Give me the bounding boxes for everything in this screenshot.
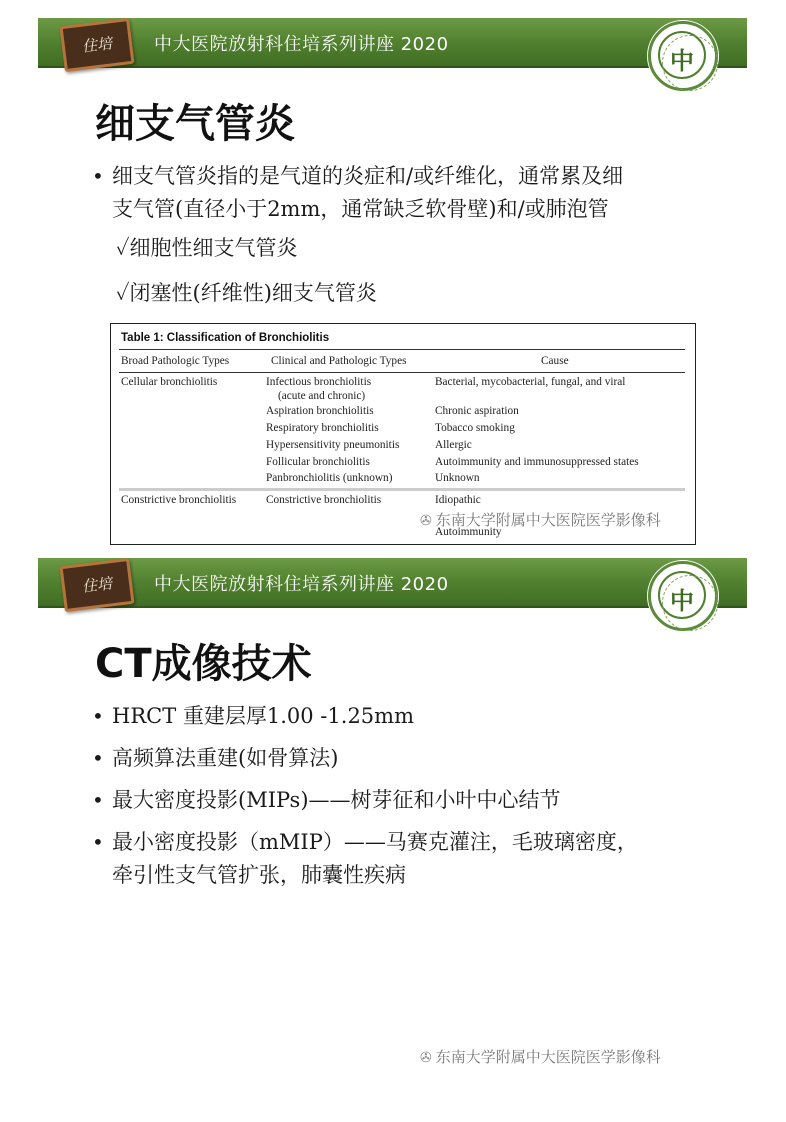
residency-badge — [59, 558, 134, 612]
slide-title: CT成像技术 — [95, 641, 312, 687]
badge-text: 住培 — [80, 574, 113, 596]
table-cell: Aspiration bronchiolitis — [266, 405, 374, 417]
banner-title: 中大医院放射科住培系列讲座 2020 — [154, 34, 449, 55]
table-cell: Respiratory bronchiolitis — [266, 422, 379, 434]
table-cell: Cellular bronchiolitis — [121, 376, 218, 388]
checkmark-icon: ✓ — [116, 236, 130, 260]
hospital-seal-icon — [648, 561, 718, 631]
checkmark-icon: ✓ — [116, 281, 130, 305]
slide-title: 细支气管炎 — [95, 101, 295, 147]
bullet-list — [90, 160, 710, 310]
table-cell: Tobacco smoking — [435, 422, 515, 434]
seal-mark: 中 — [670, 587, 694, 615]
table-cell: Panbronchiolitis (unknown) — [266, 472, 393, 484]
table-header: Broad Pathologic Types — [121, 355, 230, 367]
bullet-continuation: 牵引性支气管扩张，肺囊性疾病 — [112, 863, 406, 887]
bullet-dot-icon: • — [92, 164, 104, 188]
slide-banner — [38, 18, 747, 68]
watermark: ✇ 东南大学附属中大医院医学影像科 — [420, 1048, 661, 1066]
table-cell: Infectious bronchiolitis — [266, 376, 372, 388]
check-item: ✓细胞性细支气管炎 — [116, 236, 298, 260]
slide-banner — [38, 558, 747, 608]
bullet-dot-icon: • — [92, 788, 104, 812]
hospital-seal-icon — [648, 21, 718, 91]
wechat-icon: ✇ — [420, 1050, 432, 1066]
table-cell: Constrictive bronchiolitis — [121, 494, 237, 506]
table-cell: (acute and chronic) — [278, 390, 366, 402]
residency-badge — [59, 18, 134, 72]
table-cell: Allergic — [435, 439, 472, 451]
table-caption: Table 1: Classification of Bronchiolitis — [121, 332, 330, 344]
table-header: Clinical and Pathologic Types — [271, 355, 407, 367]
badge-text: 住培 — [80, 34, 113, 56]
table-cell: Constrictive bronchiolitis — [266, 494, 382, 506]
bullet-item: • HRCT 重建层厚1.00 -1.25mm — [90, 700, 710, 733]
bullet-dot-icon: • — [92, 830, 104, 854]
table-cell: Bacterial, mycobacterial, fungal, and viral — [435, 376, 626, 388]
table-cell: Hypersensitivity pneumonitis — [266, 439, 400, 451]
table-cell: Autoimmunity and immunosuppressed states — [435, 456, 639, 468]
check-item: ✓闭塞性(纤维性)细支气管炎 — [116, 281, 377, 305]
bullet-dot-icon: • — [92, 746, 104, 770]
seal-mark: 中 — [670, 47, 694, 75]
table-cell: Follicular bronchiolitis — [266, 456, 370, 468]
bullet-item: • 最大密度投影(MIPs)——树芽征和小叶中心结节 — [90, 784, 710, 817]
slide-1 — [38, 18, 747, 550]
table-cell: Idiopathic — [435, 494, 481, 506]
bullet-item: • 细支气管炎指的是气道的炎症和/或纤维化，通常累及细 — [90, 160, 710, 193]
table-cell: Unknown — [435, 472, 480, 484]
bullet-dot-icon: • — [92, 704, 104, 728]
bullet-list — [90, 700, 710, 892]
banner-title: 中大医院放射科住培系列讲座 2020 — [154, 574, 449, 595]
watermark: ✇ 东南大学附属中大医院医学影像科 — [420, 511, 661, 529]
slide-2 — [38, 558, 747, 1078]
table-cell: Chronic aspiration — [435, 405, 519, 417]
table-header: Cause — [541, 355, 569, 367]
table-cell: Autoimmunity — [435, 526, 502, 538]
bullet-item: • 高频算法重建(如骨算法) — [90, 742, 710, 775]
bullet-item: • 最小密度投影（mMIP）——马赛克灌注，毛玻璃密度， — [90, 826, 710, 859]
wechat-icon: ✇ — [420, 513, 432, 529]
bullet-continuation: 支气管(直径小于2mm，通常缺乏软骨壁)和/或肺泡管 — [112, 197, 609, 221]
